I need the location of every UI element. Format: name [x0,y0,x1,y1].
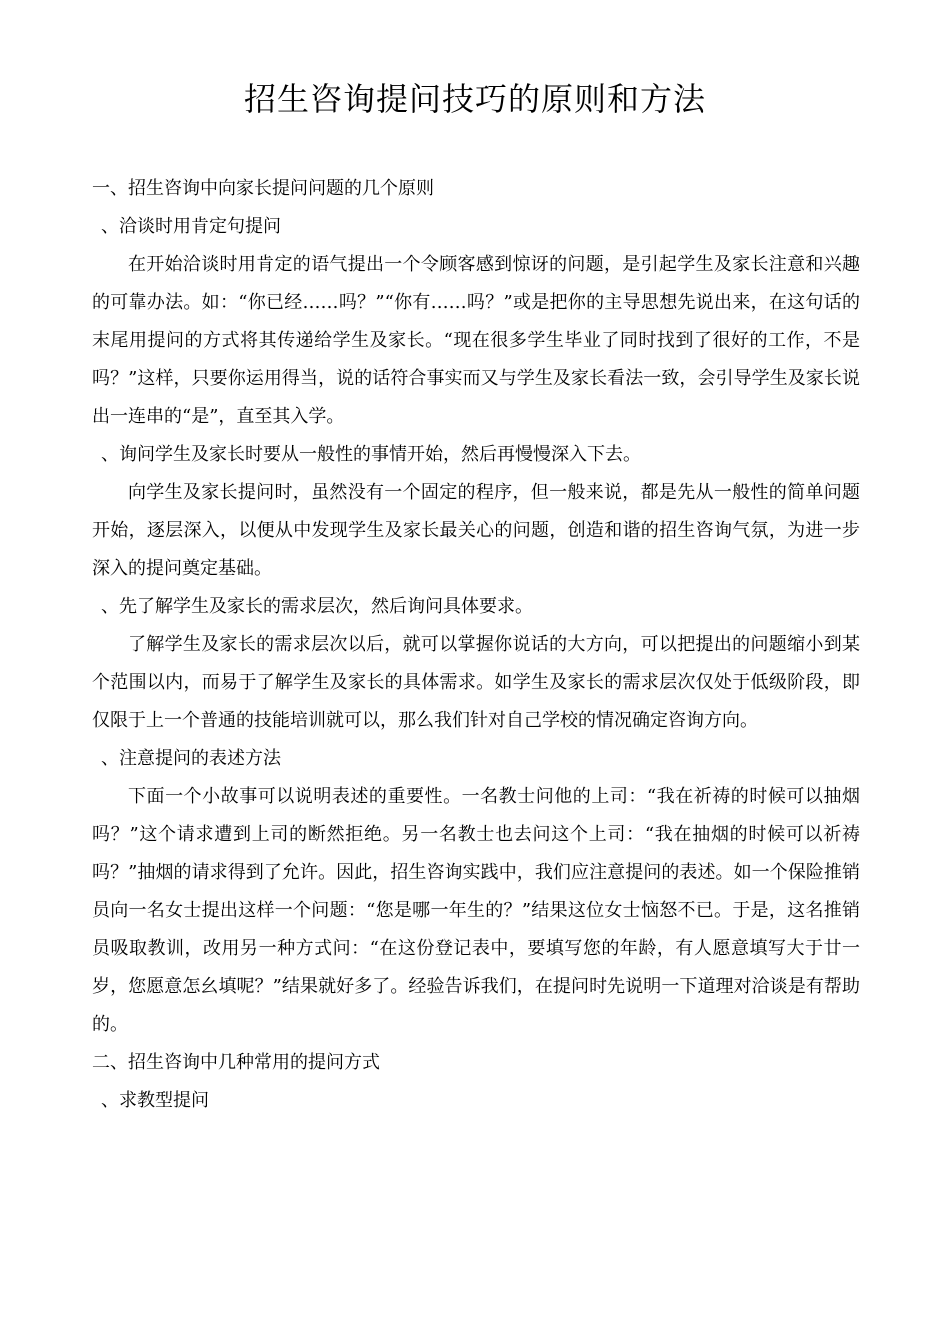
subheading-2: 、询问学生及家长时要从一般性的事情开始，然后再慢慢深入下去。 [101,444,641,465]
paragraph-4: 下面一个小故事可以说明表述的重要性。一名教士问他的上司：“我在祈祷的时候可以抽烟吗？”这个请求遭到上司的断然拒绝。另一名教士也去问这个上司：“我在抽烟的时候可以祈祷吗？”抽烟的请求得到了允许。因此，招生咨询实践中，我们应注意提问的表述。如一个保险推销员向一名女士提出这样一个问题：“您是哪一年生的？”结果这位女士恼怒不已。于是，这名推销员吸取教训，改用另一种方式问：“在这份登记表中，要填写您的年龄，有人愿意填写大于廿一岁，您愿意怎幺填呢？”结果就好多了。经验告诉我们，在提问时先说明一下道理对洽谈是有帮助的。 [92,786,860,1035]
subheading-1: 、洽谈时用肯定句提问 [101,216,281,237]
document-body [92,170,860,1120]
section-heading-1: 一、招生咨询中向家长提问问题的几个原则 [92,178,434,199]
paragraph-2: 向学生及家长提问时，虽然没有一个固定的程序，但一般来说，都是先从一般性的简单问题开始，逐层深入，以便从中发现学生及家长最关心的问题，创造和谐的招生咨询气氛，为进一步深入的提问奠定基础。 [92,482,860,579]
paragraph-3: 了解学生及家长的需求层次以后，就可以掌握你说话的大方向，可以把提出的问题缩小到某个范围以内，而易于了解学生及家长的具体需求。如学生及家长的需求层次仅处于低级阶段，即仅限于上一个普通的技能培训就可以，那么我们针对自己学校的情况确定咨询方向。 [92,634,860,731]
subheading-3: 、先了解学生及家长的需求层次，然后询问具体要求。 [101,596,533,617]
paragraph-1: 在开始洽谈时用肯定的语气提出一个令顾客感到惊讶的问题，是引起学生及家长注意和兴趣的可靠办法。如：“你已经……吗？”“你有……吗？”或是把你的主导思想先说出来，在这句话的末尾用提问的方式将其传递给学生及家长。“现在很多学生毕业了同时找到了很好的工作，不是吗？”这样，只要你运用得当，说的话符合事实而又与学生及家长看法一致，会引导学生及家长说出一连串的“是”，直至其入学。 [92,254,860,427]
section-heading-2: 二、招生咨询中几种常用的提问方式 [92,1052,380,1073]
document-title: 招生咨询提问技巧的原则和方法 [243,80,706,118]
subheading-5: 、求教型提问 [101,1090,209,1111]
subheading-4: 、注意提问的表述方法 [101,748,281,769]
